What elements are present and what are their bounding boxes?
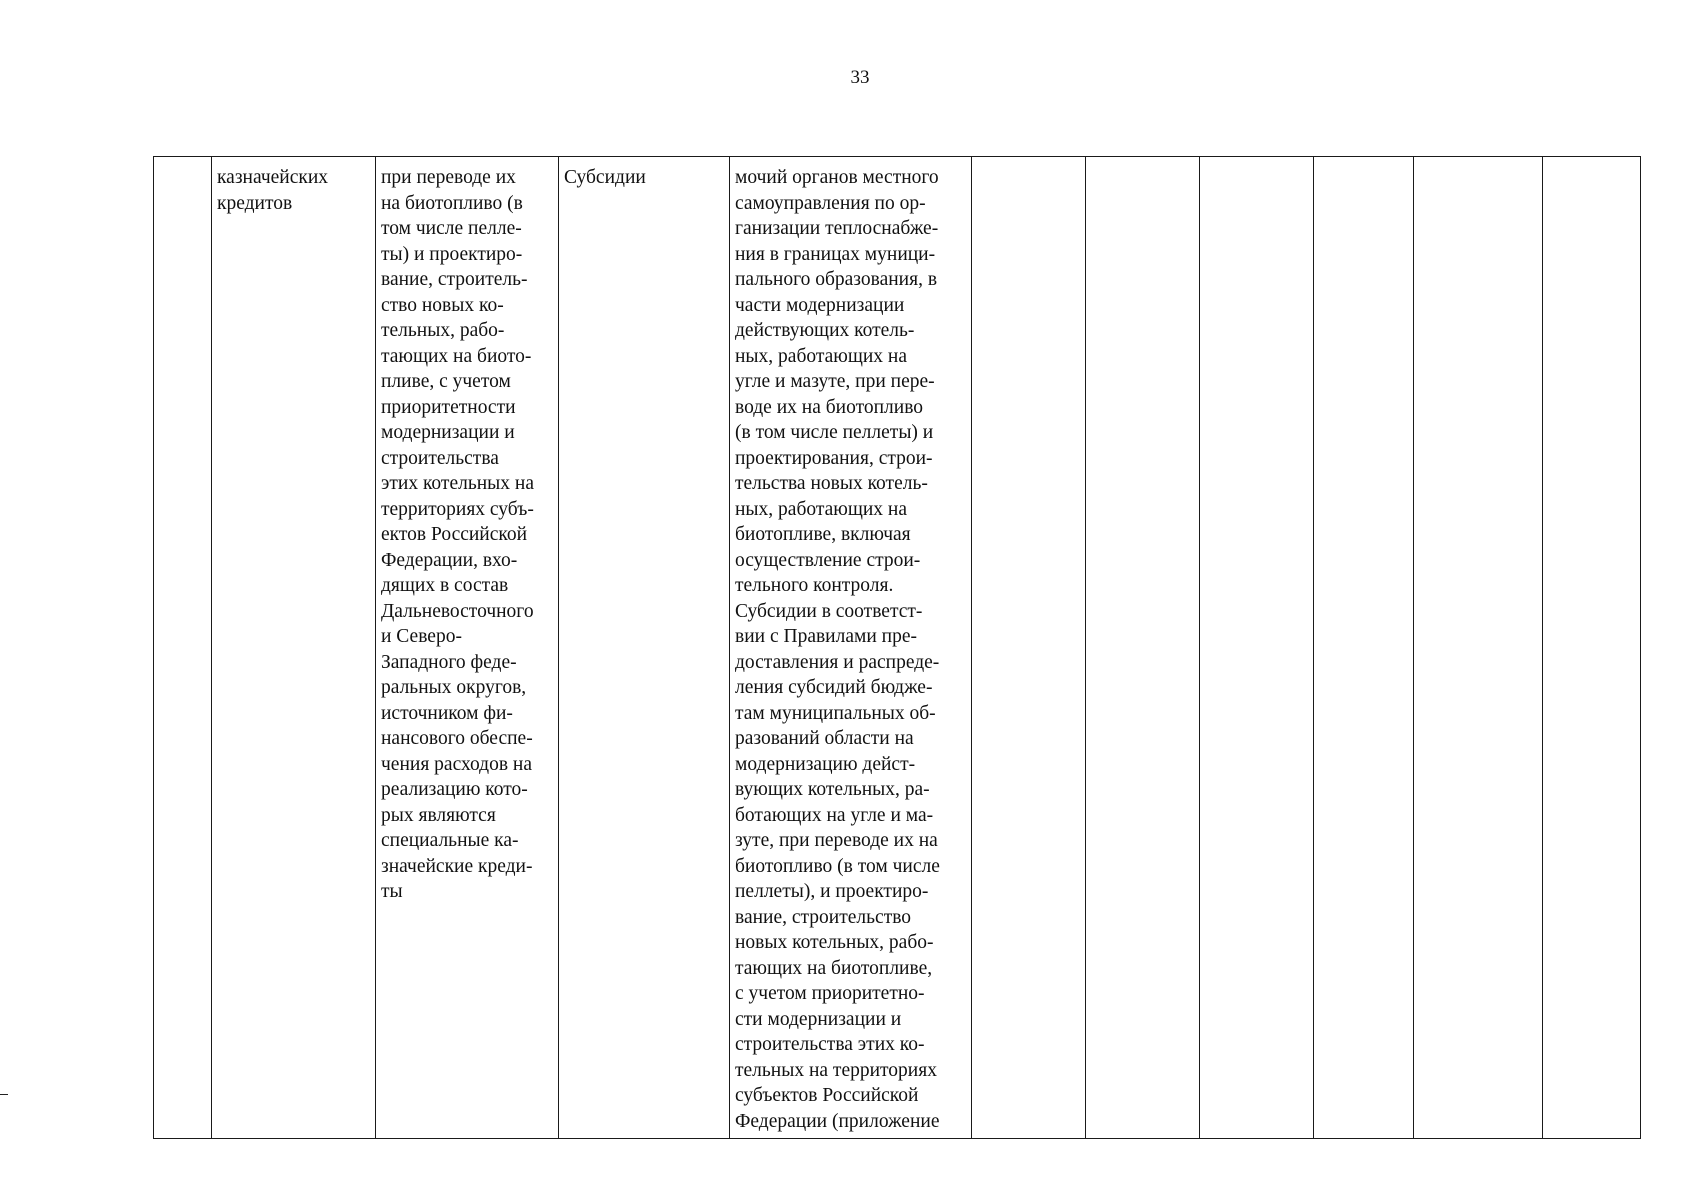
cell-source: казначейских кредитов [212, 157, 376, 1139]
cell-empty-6 [972, 157, 1086, 1139]
margin-mark [0, 1094, 8, 1095]
cell-empty-11 [1543, 157, 1641, 1139]
page-number: 33 [850, 67, 870, 88]
cell-empty-7 [1086, 157, 1200, 1139]
cell-empty-8 [1200, 157, 1314, 1139]
cell-empty-10 [1414, 157, 1543, 1139]
cell-type: Субсидии [559, 157, 730, 1139]
table-row [154, 157, 1641, 1139]
cell-empty-9 [1314, 157, 1414, 1139]
cell-index [154, 157, 212, 1139]
budget-table [153, 156, 1641, 1139]
cell-description: мочий органов местного самоуправления по ор- ганизации теплоснабже- ния в границах муници- пального образования, в части модернизации действующих котель- ных, работающих на угле и мазуте, при пере- воде их на биотопливо (в том числе пеллеты) и проектирования, строи- тельства новых котель- ных, работающих на биотопливе, включая осуществление строи- тельного контроля. Субсидии в соответст- вии с Правилами пре- доставления и распреде- ления субсидий бюдже- там муниципальных об- разований области на модернизацию дейст- вующих котельных, ра- ботающих на угле и ма- зуте, при переводе их на биотопливо (в том числе пеллеты), и проектиро- вание, строительство новых котельных, рабо- тающих на биотопливе, с учетом приоритетно- сти модернизации и строительства этих ко- тельных на территориях субъектов Российской Федерации (приложение [730, 157, 972, 1139]
cell-purpose: при переводе их на биотопливо (в том числе пелле- ты) и проектиро- вание, строитель- ство новых ко- тельных, рабо- тающих на биото- пливе, с учетом приоритетности модернизации и строительства этих котельных на территориях субъ- ектов Российской Федерации, вхо- дящих в состав Дальневосточного и Северо- Западного феде- ральных округов, источником фи- нансового обеспе- чения расходов на реализацию кото- рых являются специальные ка- значейские креди- ты [376, 157, 559, 1139]
